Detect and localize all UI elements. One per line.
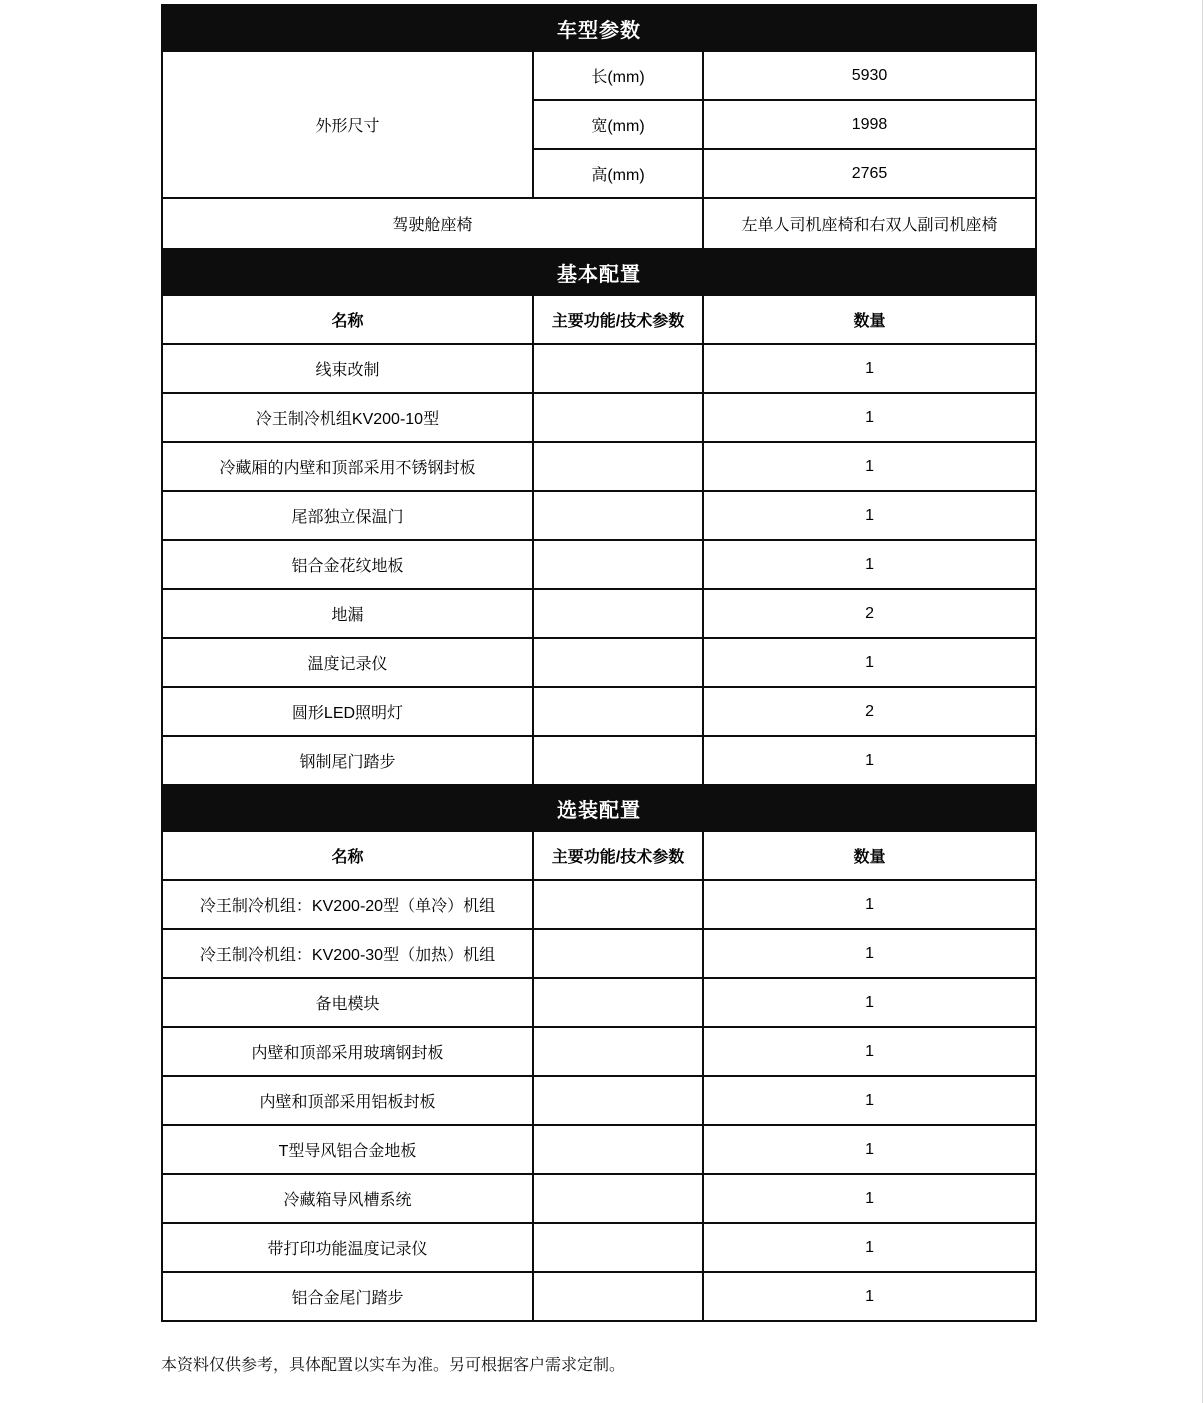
section-title-vehicle-params: 车型参数 bbox=[162, 5, 1036, 51]
table-row bbox=[162, 929, 1036, 978]
config-name: 线束改制 bbox=[162, 344, 533, 393]
table-row bbox=[162, 1076, 1036, 1125]
dimension-width-label: 宽(mm) bbox=[533, 100, 703, 149]
table-row bbox=[162, 540, 1036, 589]
table-row bbox=[162, 1174, 1036, 1223]
config-name: 铝合金尾门踏步 bbox=[162, 1272, 533, 1321]
column-header-qty: 数量 bbox=[703, 295, 1036, 344]
config-name: 冷王制冷机组KV200-10型 bbox=[162, 393, 533, 442]
config-spec bbox=[533, 1272, 703, 1321]
config-name: 内壁和顶部采用铝板封板 bbox=[162, 1076, 533, 1125]
config-name: 冷藏厢的内壁和顶部采用不锈钢封板 bbox=[162, 442, 533, 491]
config-spec bbox=[533, 589, 703, 638]
section-title-basic-config: 基本配置 bbox=[162, 249, 1036, 295]
config-spec bbox=[533, 687, 703, 736]
config-name: 温度记录仪 bbox=[162, 638, 533, 687]
table-row bbox=[162, 393, 1036, 442]
dimension-length-value: 5930 bbox=[703, 51, 1036, 100]
table-row-dimension-length bbox=[162, 51, 1036, 100]
config-spec bbox=[533, 344, 703, 393]
table-row bbox=[162, 1027, 1036, 1076]
section-header-vehicle-params bbox=[162, 5, 1036, 51]
config-qty: 1 bbox=[703, 1223, 1036, 1272]
config-name: T型导风铝合金地板 bbox=[162, 1125, 533, 1174]
config-qty: 2 bbox=[703, 687, 1036, 736]
config-qty: 1 bbox=[703, 978, 1036, 1027]
column-header-spec: 主要功能/技术参数 bbox=[533, 831, 703, 880]
table-row bbox=[162, 638, 1036, 687]
table-row bbox=[162, 442, 1036, 491]
table-row bbox=[162, 1223, 1036, 1272]
config-name: 带打印功能温度记录仪 bbox=[162, 1223, 533, 1272]
config-qty: 1 bbox=[703, 1174, 1036, 1223]
config-spec bbox=[533, 929, 703, 978]
config-qty: 1 bbox=[703, 638, 1036, 687]
config-name: 圆形LED照明灯 bbox=[162, 687, 533, 736]
config-qty: 1 bbox=[703, 1027, 1036, 1076]
column-header-name: 名称 bbox=[162, 295, 533, 344]
table-row bbox=[162, 880, 1036, 929]
config-qty: 1 bbox=[703, 491, 1036, 540]
cab-seat-value: 左单人司机座椅和右双人副司机座椅 bbox=[703, 198, 1036, 249]
config-qty: 1 bbox=[703, 736, 1036, 785]
table-row bbox=[162, 687, 1036, 736]
config-qty: 1 bbox=[703, 1076, 1036, 1125]
section-header-basic-config bbox=[162, 249, 1036, 295]
config-qty: 1 bbox=[703, 393, 1036, 442]
config-qty: 1 bbox=[703, 880, 1036, 929]
config-name: 地漏 bbox=[162, 589, 533, 638]
table-row bbox=[162, 589, 1036, 638]
config-name: 备电模块 bbox=[162, 978, 533, 1027]
config-spec bbox=[533, 1125, 703, 1174]
config-spec bbox=[533, 978, 703, 1027]
table-row bbox=[162, 736, 1036, 785]
column-header-spec: 主要功能/技术参数 bbox=[533, 295, 703, 344]
config-spec bbox=[533, 1027, 703, 1076]
section-title-optional-config: 选装配置 bbox=[162, 785, 1036, 831]
config-qty: 1 bbox=[703, 442, 1036, 491]
config-spec bbox=[533, 393, 703, 442]
config-spec bbox=[533, 736, 703, 785]
config-qty: 1 bbox=[703, 1125, 1036, 1174]
table-row bbox=[162, 491, 1036, 540]
table-row-cab-seat bbox=[162, 198, 1036, 249]
config-qty: 1 bbox=[703, 540, 1036, 589]
dimension-width-value: 1998 bbox=[703, 100, 1036, 149]
config-spec bbox=[533, 1076, 703, 1125]
table-row bbox=[162, 344, 1036, 393]
page-right-edge bbox=[1202, 0, 1203, 1403]
config-spec bbox=[533, 1174, 703, 1223]
config-name: 铝合金花纹地板 bbox=[162, 540, 533, 589]
table-row bbox=[162, 978, 1036, 1027]
config-name: 钢制尾门踏步 bbox=[162, 736, 533, 785]
config-spec bbox=[533, 540, 703, 589]
dimension-height-label: 高(mm) bbox=[533, 149, 703, 198]
config-name: 冷藏箱导风槽系统 bbox=[162, 1174, 533, 1223]
table-row bbox=[162, 1125, 1036, 1174]
config-spec bbox=[533, 1223, 703, 1272]
config-qty: 1 bbox=[703, 1272, 1036, 1321]
config-qty: 1 bbox=[703, 929, 1036, 978]
config-spec bbox=[533, 491, 703, 540]
config-qty: 2 bbox=[703, 589, 1036, 638]
dimension-height-value: 2765 bbox=[703, 149, 1036, 198]
dimensions-label-cell: 外形尺寸 bbox=[162, 51, 533, 198]
config-spec bbox=[533, 880, 703, 929]
config-name: 尾部独立保温门 bbox=[162, 491, 533, 540]
config-name: 冷王制冷机组：KV200-30型（加热）机组 bbox=[162, 929, 533, 978]
vehicle-spec-table bbox=[161, 4, 1037, 1322]
config-name: 内壁和顶部采用玻璃钢封板 bbox=[162, 1027, 533, 1076]
config-name: 冷王制冷机组：KV200-20型（单冷）机组 bbox=[162, 880, 533, 929]
basic-config-column-header-row bbox=[162, 295, 1036, 344]
column-header-qty: 数量 bbox=[703, 831, 1036, 880]
config-qty: 1 bbox=[703, 344, 1036, 393]
optional-config-column-header-row bbox=[162, 831, 1036, 880]
column-header-name: 名称 bbox=[162, 831, 533, 880]
cab-seat-label: 驾驶舱座椅 bbox=[162, 198, 703, 249]
section-header-optional-config bbox=[162, 785, 1036, 831]
footer-disclaimer: 本资料仅供参考，具体配置以实车为准。另可根据客户需求定制。 bbox=[161, 1357, 626, 1374]
config-spec bbox=[533, 442, 703, 491]
table-row bbox=[162, 1272, 1036, 1321]
dimension-length-label: 长(mm) bbox=[533, 51, 703, 100]
config-spec bbox=[533, 638, 703, 687]
